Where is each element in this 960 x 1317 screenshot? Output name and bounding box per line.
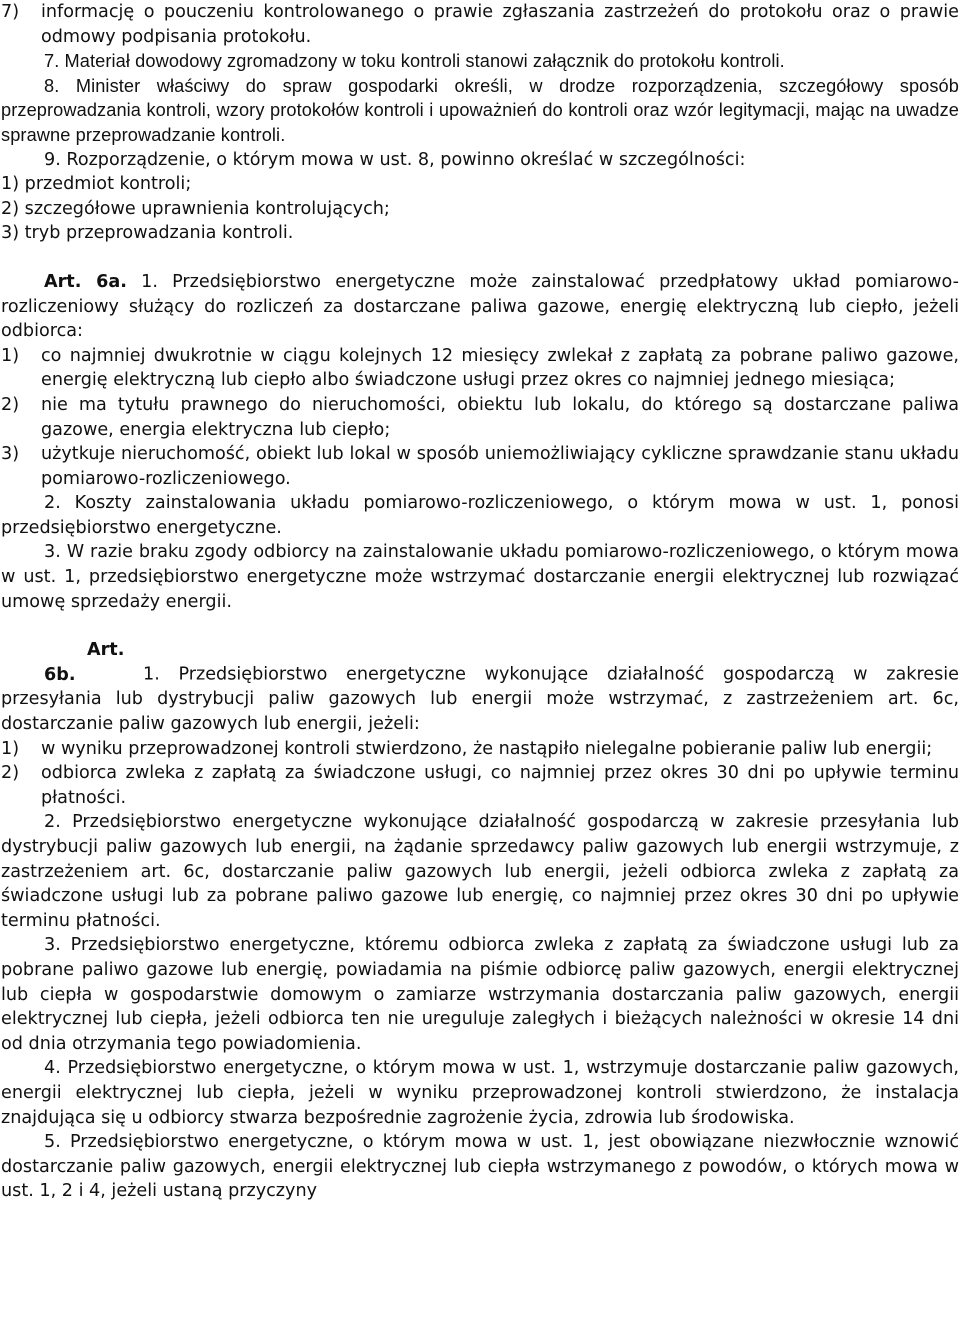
paragraph-7: 7. Materiał dowodowy zgromadzony w toku kontroli stanowi załącznik do protokołu kontroli. [44,51,785,72]
list-item-text: co najmniej dwukrotnie w ciągu kolejnych 12 miesięcy zwlekał z zapłatą za pobrane paliwo gazowe, energię elektryczną lub ciepło albo świadczone usługi przez okres co najmniej jednego miesiąca; [41,345,959,391]
art-6b-paragraph-1 [1,638,959,736]
list-9-item-2: 2) szczegółowe uprawnienia kontrolujących; [1,198,390,219]
art-6a-heading: Art. 6a. [44,271,127,292]
art-6b-paragraph-2: 2. Przedsiębiorstwo energetyczne wykonujące działalność gospodarczą w zakresie przesyłania lub dystrybucji paliw gazowych lub energii, na żądanie sprzedawcy paliw gazowych lub energii wstrzymuje, z zastrzeżeniem art. 6c, dostarczanie paliw gazowych lub energii, jeżeli odbiorca zwleka z zapłatą za świadczone usługi lub za pobrane paliwo gazowe lub energię, co najmniej przez okres 30 dni po upływie terminu płatności. [1,812,959,931]
art-6b-paragraph-1-text: 1. Przedsiębiorstwo energetyczne wykonujące działalność gospodarczą w zakresie przesyłania lub dystrybucji paliw gazowych lub energii może wstrzymać, z zastrzeżeniem art. 6c, dostarczanie paliw gazowych lub energii, jeżeli: [1,664,959,735]
art-6a-item-3 [1,442,959,491]
list-item-text: odbiorca zwleka z zapłatą za świadczone usługi, co najmniej przez okres 30 dni po upływie terminu płatności. [41,763,959,808]
art-6a-paragraph-3: 3. W razie braku zgody odbiorcy na zainstalowanie układu pomiarowo-rozliczeniowego, o którym mowa w ust. 1, przedsiębiorstwo energetyczne może wstrzymać dostarczanie energii elektrycznej lub rozwiązać umowę sprzedaży energii. [1,542,959,612]
spacer [1,614,959,638]
art-6a-paragraph-2: 2. Koszty zainstalowania układu pomiarowo-rozliczeniowego, o którym mowa w ust. 1, ponosi przedsiębiorstwo energetyczne. [1,493,959,538]
paragraph-8: 8. Minister właściwy do spraw gospodarki określi, w drodze rozporządzenia, szczegółowy sposób przeprowadzania kontroli, wzory protokołów kontroli i upoważnień do kontroli oraz wzór legitymacji, mając na uwadze sprawne przeprowadzanie kontroli. [1,75,959,145]
list-item-text: informację o pouczeniu kontrolowanego o prawie zgłaszania zastrzeżeń do protokołu oraz o prawie odmowy podpisania protokołu. [41,2,959,47]
list-item-text: użytkuje nieruchomość, obiekt lub lokal w sposób uniemożliwiający cykliczne sprawdzanie stanu układu pomiarowo-rozliczeniowego. [41,444,959,489]
list-item-text: nie ma tytułu prawnego do nieruchomości, obiektu lub lokalu, do którego są dostarczane paliwa gazowe, energia elektryczna lub ciepło; [41,394,959,440]
list-item-number: 1) [1,345,20,366]
list-item-number: 2) [1,763,20,784]
art-6a-item-2 [1,393,959,442]
art-6b-heading: Art. 6b. [44,640,125,685]
list-item-number: 1) [1,738,20,759]
paragraph-9: 9. Rozporządzenie, o którym mowa w ust. 8, powinno określać w szczególności: [44,149,746,170]
art-6a-paragraph-1-text: 1. Przedsiębiorstwo energetyczne może zainstalować przedpłatowy układ pomiarowo-rozliczeniowy służący do rozliczeń za dostarczane paliwa gazowe, energię elektryczną lub ciepło, jeżeli odbiorca: [1,271,960,342]
list-item-number: 7) [1,2,20,22]
list-item-number: 2) [1,394,20,415]
art-6b-paragraph-4: 4. Przedsiębiorstwo energetyczne, o którym mowa w ust. 1, wstrzymuje dostarczanie paliw gazowych, energii elektrycznej lub ciepła, jeżeli w wyniku przeprowadzonej kontroli stwierdzono, że instalacja znajdująca się u odbiorcy stwarza bezpośrednie zagrożenie życia, zdrowia lub środowiska. [1,1058,959,1128]
list-item-7 [1,0,959,49]
list-item-number: 3) [1,444,20,465]
list-9-item-3: 3) tryb przeprowadzania kontroli. [1,223,294,244]
art-6b-item-2 [1,761,959,810]
list-item-text: w wyniku przeprowadzonej kontroli stwierdzono, że nastąpiło nielegalne pobieranie paliw lub energii; [41,738,933,759]
art-6b-item-1 [1,737,959,762]
list-9-item-1: 1) przedmiot kontroli; [1,174,192,195]
art-6a-paragraph-1 [1,270,959,344]
spacer [1,246,959,270]
art-6a-item-1 [1,344,959,393]
art-6b-paragraph-5: 5. Przedsiębiorstwo energetyczne, o którym mowa w ust. 1, jest obowiązane niezwłocznie wznowić dostarczanie paliw gazowych, energii elektrycznej lub ciepła wstrzymanego z powodów, o których mowa w ust. 1, 2 i 4, jeżeli ustaną przyczyny [1,1132,959,1202]
art-6b-paragraph-3: 3. Przedsiębiorstwo energetyczne, któremu odbiorca zwleka z zapłatą za świadczone usługi lub za pobrane paliwo gazowe lub energię, powiadamia na piśmie odbiorcę paliw gazowych, energii elektrycznej lub ciepła w gospodarstwie domowym o zamiarze wstrzymania dostarczania paliw gazowych, energii elektrycznej lub ciepła, jeżeli odbiorca ten nie ureguluje zaległych i bieżących należności w okresie 14 dni od dnia otrzymania tego powiadomienia. [1,935,959,1054]
